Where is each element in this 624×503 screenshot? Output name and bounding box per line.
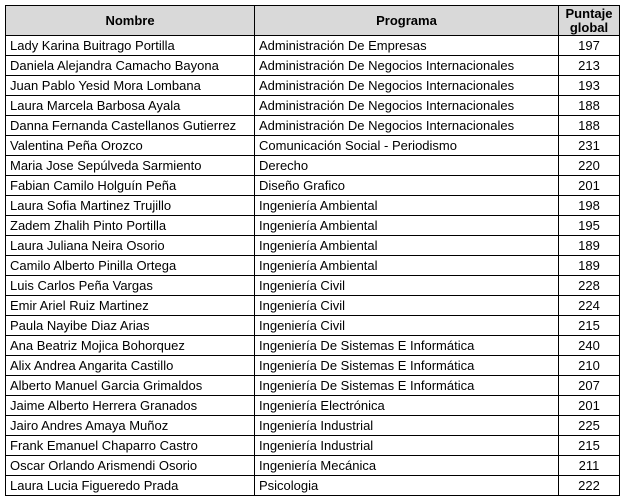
cell-program: Ingeniería Industrial (255, 436, 559, 456)
cell-name: Fabian Camilo Holguín Peña (6, 176, 255, 196)
cell-program: Administración De Negocios Internacionales (255, 96, 559, 116)
cell-name: Lady Karina Buitrago Portilla (6, 36, 255, 56)
cell-score: 210 (559, 356, 620, 376)
cell-program: Ingeniería De Sistemas E Informática (255, 336, 559, 356)
table-row (6, 356, 620, 376)
table-row (6, 96, 620, 116)
cell-program: Derecho (255, 156, 559, 176)
cell-program: Administración De Negocios Internacionales (255, 56, 559, 76)
table-row (6, 336, 620, 356)
cell-score: 189 (559, 236, 620, 256)
cell-name: Alix Andrea Angarita Castillo (6, 356, 255, 376)
cell-program: Ingeniería Mecánica (255, 456, 559, 476)
cell-name: Paula Nayibe Diaz Arias (6, 316, 255, 336)
cell-program: Ingeniería Ambiental (255, 196, 559, 216)
cell-name: Laura Lucia Figueredo Prada (6, 476, 255, 496)
cell-score: 188 (559, 116, 620, 136)
cell-program: Ingeniería De Sistemas E Informática (255, 376, 559, 396)
table-row (6, 436, 620, 456)
cell-program: Ingeniería De Sistemas E Informática (255, 356, 559, 376)
cell-score: 215 (559, 436, 620, 456)
header-program: Programa (255, 6, 559, 36)
header-score (559, 6, 620, 36)
cell-score: 197 (559, 36, 620, 56)
cell-program: Ingeniería Electrónica (255, 396, 559, 416)
cell-score: 211 (559, 456, 620, 476)
table-row (6, 196, 620, 216)
cell-score: 224 (559, 296, 620, 316)
table-row (6, 376, 620, 396)
table-row (6, 256, 620, 276)
cell-name: Alberto Manuel Garcia Grimaldos (6, 376, 255, 396)
cell-score: 193 (559, 76, 620, 96)
cell-score: 201 (559, 176, 620, 196)
cell-score: 195 (559, 216, 620, 236)
cell-score: 215 (559, 316, 620, 336)
cell-program: Diseño Grafico (255, 176, 559, 196)
table-row (6, 236, 620, 256)
table-row (6, 176, 620, 196)
cell-name: Emir Ariel Ruiz Martinez (6, 296, 255, 316)
cell-program: Ingeniería Civil (255, 276, 559, 296)
table-row (6, 136, 620, 156)
cell-name: Luis Carlos Peña Vargas (6, 276, 255, 296)
cell-name: Camilo Alberto Pinilla Ortega (6, 256, 255, 276)
cell-program: Administración De Empresas (255, 36, 559, 56)
table-row (6, 476, 620, 496)
cell-program: Ingeniería Civil (255, 296, 559, 316)
cell-name: Valentina Peña Orozco (6, 136, 255, 156)
cell-program: Administración De Negocios Internacionales (255, 76, 559, 96)
cell-score: 231 (559, 136, 620, 156)
table-row (6, 456, 620, 476)
table-row (6, 216, 620, 236)
table-row (6, 276, 620, 296)
cell-score: 220 (559, 156, 620, 176)
table-row (6, 156, 620, 176)
cell-name: Jaime Alberto Herrera Granados (6, 396, 255, 416)
cell-score: 222 (559, 476, 620, 496)
cell-name: Oscar Orlando Arismendi Osorio (6, 456, 255, 476)
cell-program: Ingeniería Civil (255, 316, 559, 336)
table-row (6, 56, 620, 76)
cell-program: Ingeniería Ambiental (255, 236, 559, 256)
cell-name: Danna Fernanda Castellanos Gutierrez (6, 116, 255, 136)
table-row (6, 76, 620, 96)
cell-score: 189 (559, 256, 620, 276)
header-score-line2: global (569, 19, 609, 35)
table-body (6, 36, 620, 496)
header-name: Nombre (6, 6, 255, 36)
cell-score: 188 (559, 96, 620, 116)
cell-program: Ingeniería Ambiental (255, 216, 559, 236)
cell-score: 207 (559, 376, 620, 396)
cell-score: 240 (559, 336, 620, 356)
cell-name: Frank Emanuel Chaparro Castro (6, 436, 255, 456)
table-header-row (6, 6, 620, 36)
cell-program: Administración De Negocios Internacionales (255, 116, 559, 136)
cell-score: 213 (559, 56, 620, 76)
cell-score: 201 (559, 396, 620, 416)
cell-name: Laura Marcela Barbosa Ayala (6, 96, 255, 116)
cell-score: 228 (559, 276, 620, 296)
cell-program: Ingeniería Ambiental (255, 256, 559, 276)
cell-name: Ana Beatriz Mojica Bohorquez (6, 336, 255, 356)
cell-name: Daniela Alejandra Camacho Bayona (6, 56, 255, 76)
cell-name: Maria Jose Sepúlveda Sarmiento (6, 156, 255, 176)
cell-name: Jairo Andres Amaya Muñoz (6, 416, 255, 436)
cell-name: Juan Pablo Yesid Mora Lombana (6, 76, 255, 96)
cell-name: Zadem Zhalih Pinto Portilla (6, 216, 255, 236)
cell-program: Ingeniería Industrial (255, 416, 559, 436)
table-row (6, 36, 620, 56)
cell-score: 225 (559, 416, 620, 436)
header-score-line1: Puntaje (565, 5, 613, 21)
table-row (6, 416, 620, 436)
cell-program: Comunicación Social - Periodismo (255, 136, 559, 156)
cell-score: 198 (559, 196, 620, 216)
table-row (6, 316, 620, 336)
table-row (6, 396, 620, 416)
results-table (5, 5, 620, 496)
cell-name: Laura Sofia Martinez Trujillo (6, 196, 255, 216)
results-table-container (5, 5, 620, 496)
cell-name: Laura Juliana Neira Osorio (6, 236, 255, 256)
cell-program: Psicologia (255, 476, 559, 496)
table-row (6, 116, 620, 136)
table-row (6, 296, 620, 316)
